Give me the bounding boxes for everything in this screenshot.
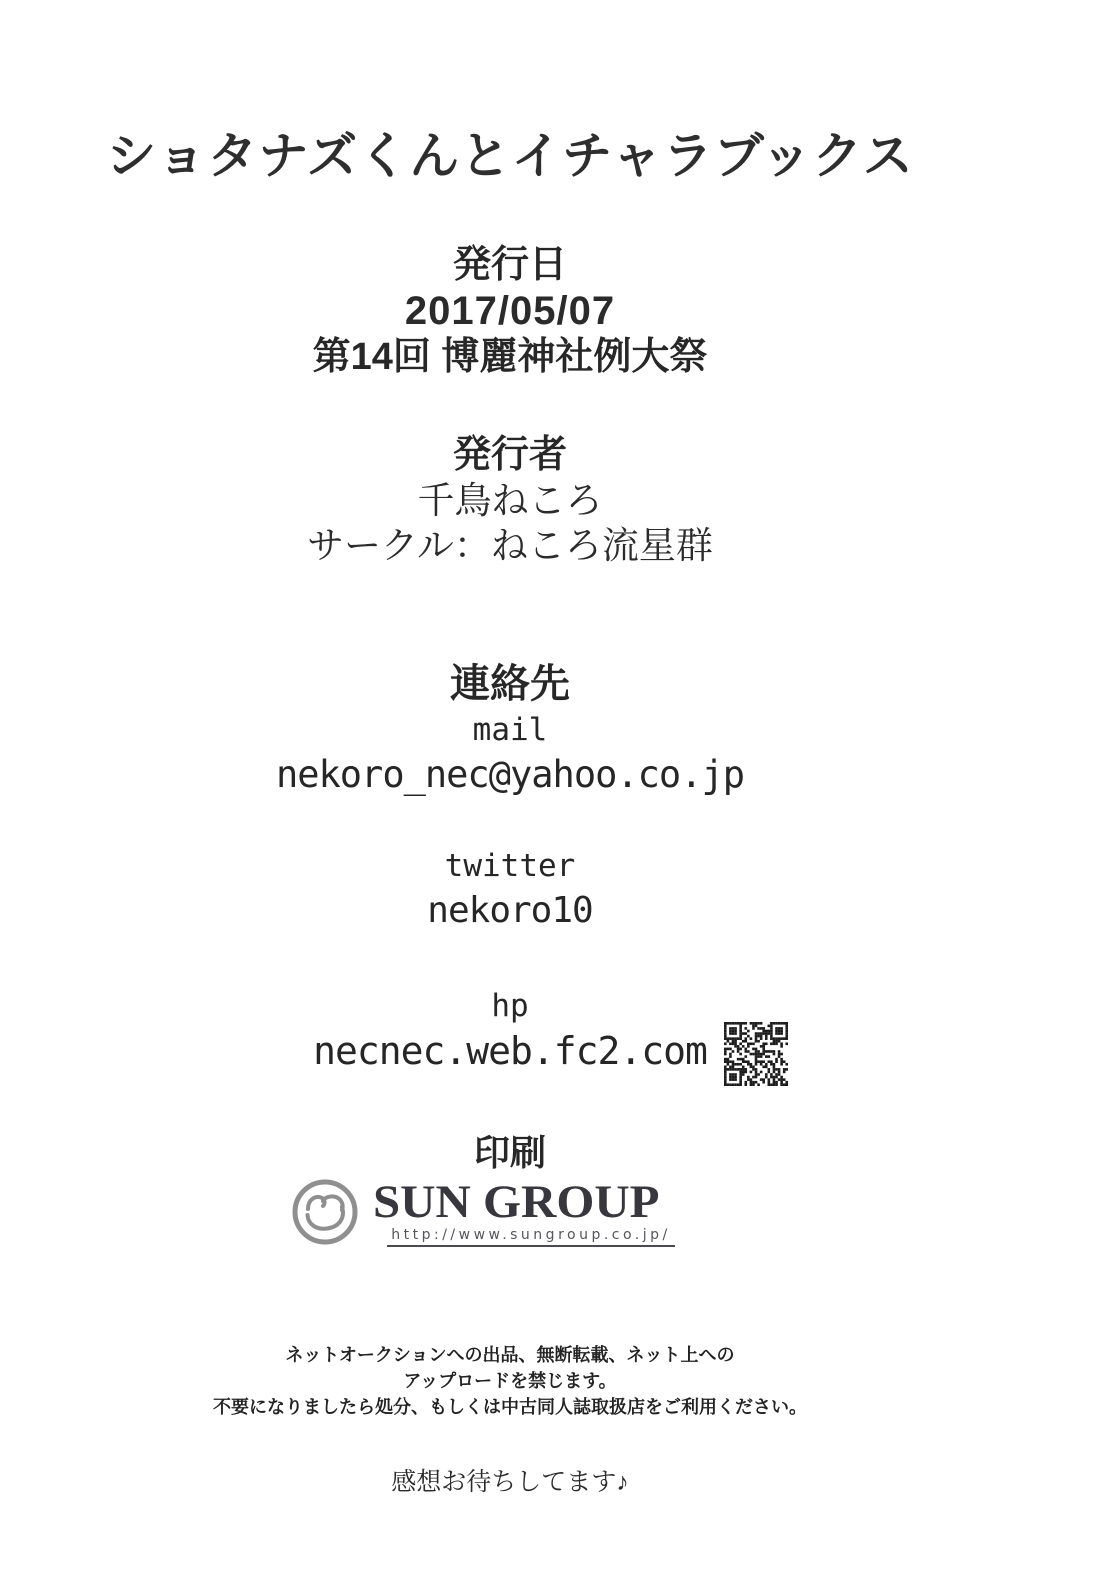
sun-group-logo: [0, 1176, 992, 1248]
qr-code-icon: [724, 1022, 788, 1086]
twitter-info: [0, 844, 1020, 934]
notice-line-2: アップロードを禁じます。: [403, 1371, 617, 1391]
publication-info: [0, 242, 1020, 380]
printer-company-url: http://www.sungroup.co.jp/: [387, 1226, 675, 1247]
legal-notice: [0, 1342, 1020, 1420]
printing-info: [0, 1132, 1020, 1248]
publication-date: 2017/05/07: [404, 289, 616, 333]
contact-info: [0, 660, 1020, 798]
twitter-label: twitter: [444, 848, 576, 884]
publisher-heading: 発行者: [452, 434, 567, 476]
mail-address: nekoro_nec@yahoo.co.jp: [275, 753, 745, 796]
hp-url: necnec.web.fc2.com: [313, 1029, 707, 1073]
publisher-circle: サークル：ねころ流星群: [307, 525, 713, 566]
mail-label: mail: [472, 712, 548, 748]
publisher-info: [0, 432, 1020, 568]
printing-heading: 印刷: [473, 1132, 546, 1173]
hp-label: hp: [491, 988, 529, 1024]
notice-line-1: ネットオークションへの出品、無断転載、ネット上への: [285, 1345, 735, 1365]
publication-heading: 発行日: [452, 244, 567, 286]
sun-group-emblem-icon: [289, 1176, 361, 1248]
publication-event: 第14回 博麗神社例大祭: [312, 336, 708, 378]
homepage-info: [0, 984, 1020, 1074]
printer-company-name: SUN GROUP: [373, 1175, 660, 1228]
book-title: ショタナズくんとイチャラブックス: [106, 128, 914, 184]
notice-line-3: 不要になりましたら処分、もしくは中古同人誌取扱店をご利用ください。: [213, 1397, 807, 1417]
closing-message: 感想お待ちしてます♪: [391, 1468, 629, 1496]
twitter-id: nekoro10: [427, 890, 593, 931]
publisher-name: 千鳥ねころ: [417, 480, 603, 521]
contact-heading: 連絡先: [450, 662, 570, 706]
